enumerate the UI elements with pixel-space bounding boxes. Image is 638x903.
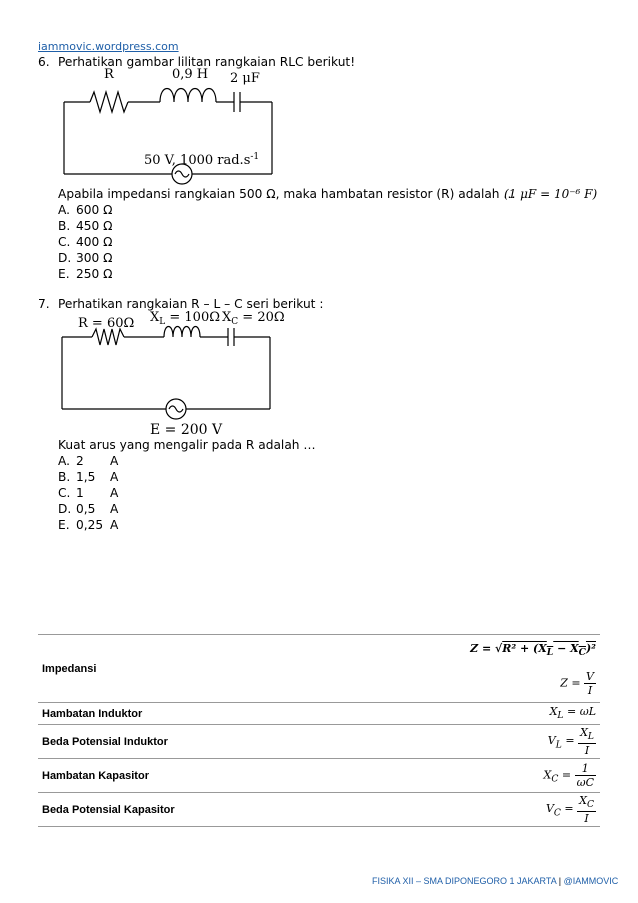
source-label: 50 V, 1000 rad.s <box>144 153 251 168</box>
label-hambatan-induktor: Hambatan Induktor <box>38 703 326 725</box>
formula-vc: $V_C$ = $\frac{X_C}{I}$ <box>326 793 600 827</box>
formula-xc: $X_C$ = $\frac{1}{\omega C}$ <box>326 759 600 793</box>
resistor-label: R <box>104 67 114 82</box>
option-unit: A <box>110 518 119 532</box>
label-hambatan-kapasitor: Hambatan Kapasitor <box>38 759 326 793</box>
page-footer <box>372 876 618 886</box>
xl-value: = 100Ω <box>165 310 220 325</box>
option-value: 2 <box>76 454 84 468</box>
option-value: 1,5 <box>76 470 96 484</box>
svg-text:XC = 20Ω <box>222 310 285 327</box>
question-number: 6. <box>38 55 50 69</box>
option-unit: A <box>110 454 119 468</box>
formula-table <box>38 634 600 827</box>
question-text <box>58 187 516 201</box>
formula-impedance-ohm: Z = $\frac{V}{I}$ <box>560 669 594 697</box>
question-body: Kuat arus yang mengalir pada R adalah … <box>58 438 316 452</box>
option-d[interactable] <box>58 251 112 265</box>
label-impedansi: Impedansi <box>38 635 326 703</box>
rlc-circuit-diagram-6 <box>60 64 290 189</box>
option-unit: A <box>110 502 119 516</box>
footer-handle: @IAMMOVIC <box>563 876 619 886</box>
option-unit: A <box>110 470 119 484</box>
option-value: 0,5 <box>76 502 96 516</box>
option-unit: A <box>110 486 119 500</box>
source-exponent: -1 <box>250 152 260 162</box>
footer-separator: | <box>556 876 564 886</box>
option-b[interactable] <box>58 219 112 233</box>
xc-symbol: X <box>222 310 232 325</box>
question-number: 7. <box>38 297 50 311</box>
option-value: 300 Ω <box>76 251 113 265</box>
question-prompt: Perhatikan gambar lilitan rangkaian RLC berikut! <box>58 55 356 69</box>
option-a[interactable] <box>58 454 118 468</box>
option-d[interactable] <box>58 502 118 516</box>
option-e[interactable] <box>58 518 118 532</box>
question-text <box>58 438 316 452</box>
option-value: 0,25 <box>76 518 104 532</box>
option-value: 450 Ω <box>76 219 113 233</box>
unit-hint: (1 μF = 10⁻⁶ F) <box>504 187 598 201</box>
option-letter: D. <box>58 251 72 265</box>
option-letter: B. <box>58 470 71 484</box>
source-label: E = 200 V <box>150 422 223 438</box>
question-body: Apabila impedansi rangkaian 500 Ω, maka hambatan resistor (R) adalah … <box>58 187 516 201</box>
label-beda-potensial-kapasitor: Beda Potensial Kapasitor <box>38 793 326 827</box>
resistor-label: R = 60Ω <box>78 316 135 331</box>
xl-subscript: L <box>159 317 166 327</box>
option-letter: B. <box>58 219 71 233</box>
site-link[interactable]: iammovic.wordpress.com <box>38 40 179 53</box>
capacitor-label: 2 μF <box>230 71 260 86</box>
option-letter: C. <box>58 235 71 249</box>
option-letter: C. <box>58 486 71 500</box>
option-c[interactable] <box>58 486 118 500</box>
xc-value: = 20Ω <box>238 310 285 325</box>
formula-vl: $V_L$ = $\frac{X_L}{I}$ <box>326 725 600 759</box>
option-value: 1 <box>76 486 84 500</box>
option-letter: D. <box>58 502 72 516</box>
formula-impedance: $Z = √R^2 + (X_L - X_C)^2$ <box>326 635 600 665</box>
option-letter: A. <box>58 203 70 217</box>
inductor-label: 0,9 H <box>172 67 209 82</box>
option-b[interactable] <box>58 470 118 484</box>
option-value: 250 Ω <box>76 267 113 281</box>
option-letter: E. <box>58 267 70 281</box>
option-value: 400 Ω <box>76 235 113 249</box>
footer-text: FISIKA XII – SMA DIPONEGORO 1 JAKARTA <box>372 876 557 886</box>
xl-symbol: X <box>150 310 160 325</box>
option-letter: A. <box>58 454 70 468</box>
question-prompt: Perhatikan rangkaian R – L – C seri berikut : <box>58 297 324 311</box>
svg-text:XL = 100Ω <box>150 310 220 327</box>
option-e[interactable] <box>58 267 112 281</box>
rlc-circuit-diagram-7 <box>58 307 285 438</box>
option-letter: E. <box>58 518 70 532</box>
formula-xl: $X_L = \omega L$ <box>326 703 600 725</box>
option-a[interactable] <box>58 203 112 217</box>
label-beda-potensial-induktor: Beda Potensial Induktor <box>38 725 326 759</box>
option-c[interactable] <box>58 235 112 249</box>
option-value: 600 Ω <box>76 203 113 217</box>
svg-text:50 V, 1000 rad.s-1 <box>144 152 259 168</box>
xc-subscript: C <box>231 317 239 327</box>
